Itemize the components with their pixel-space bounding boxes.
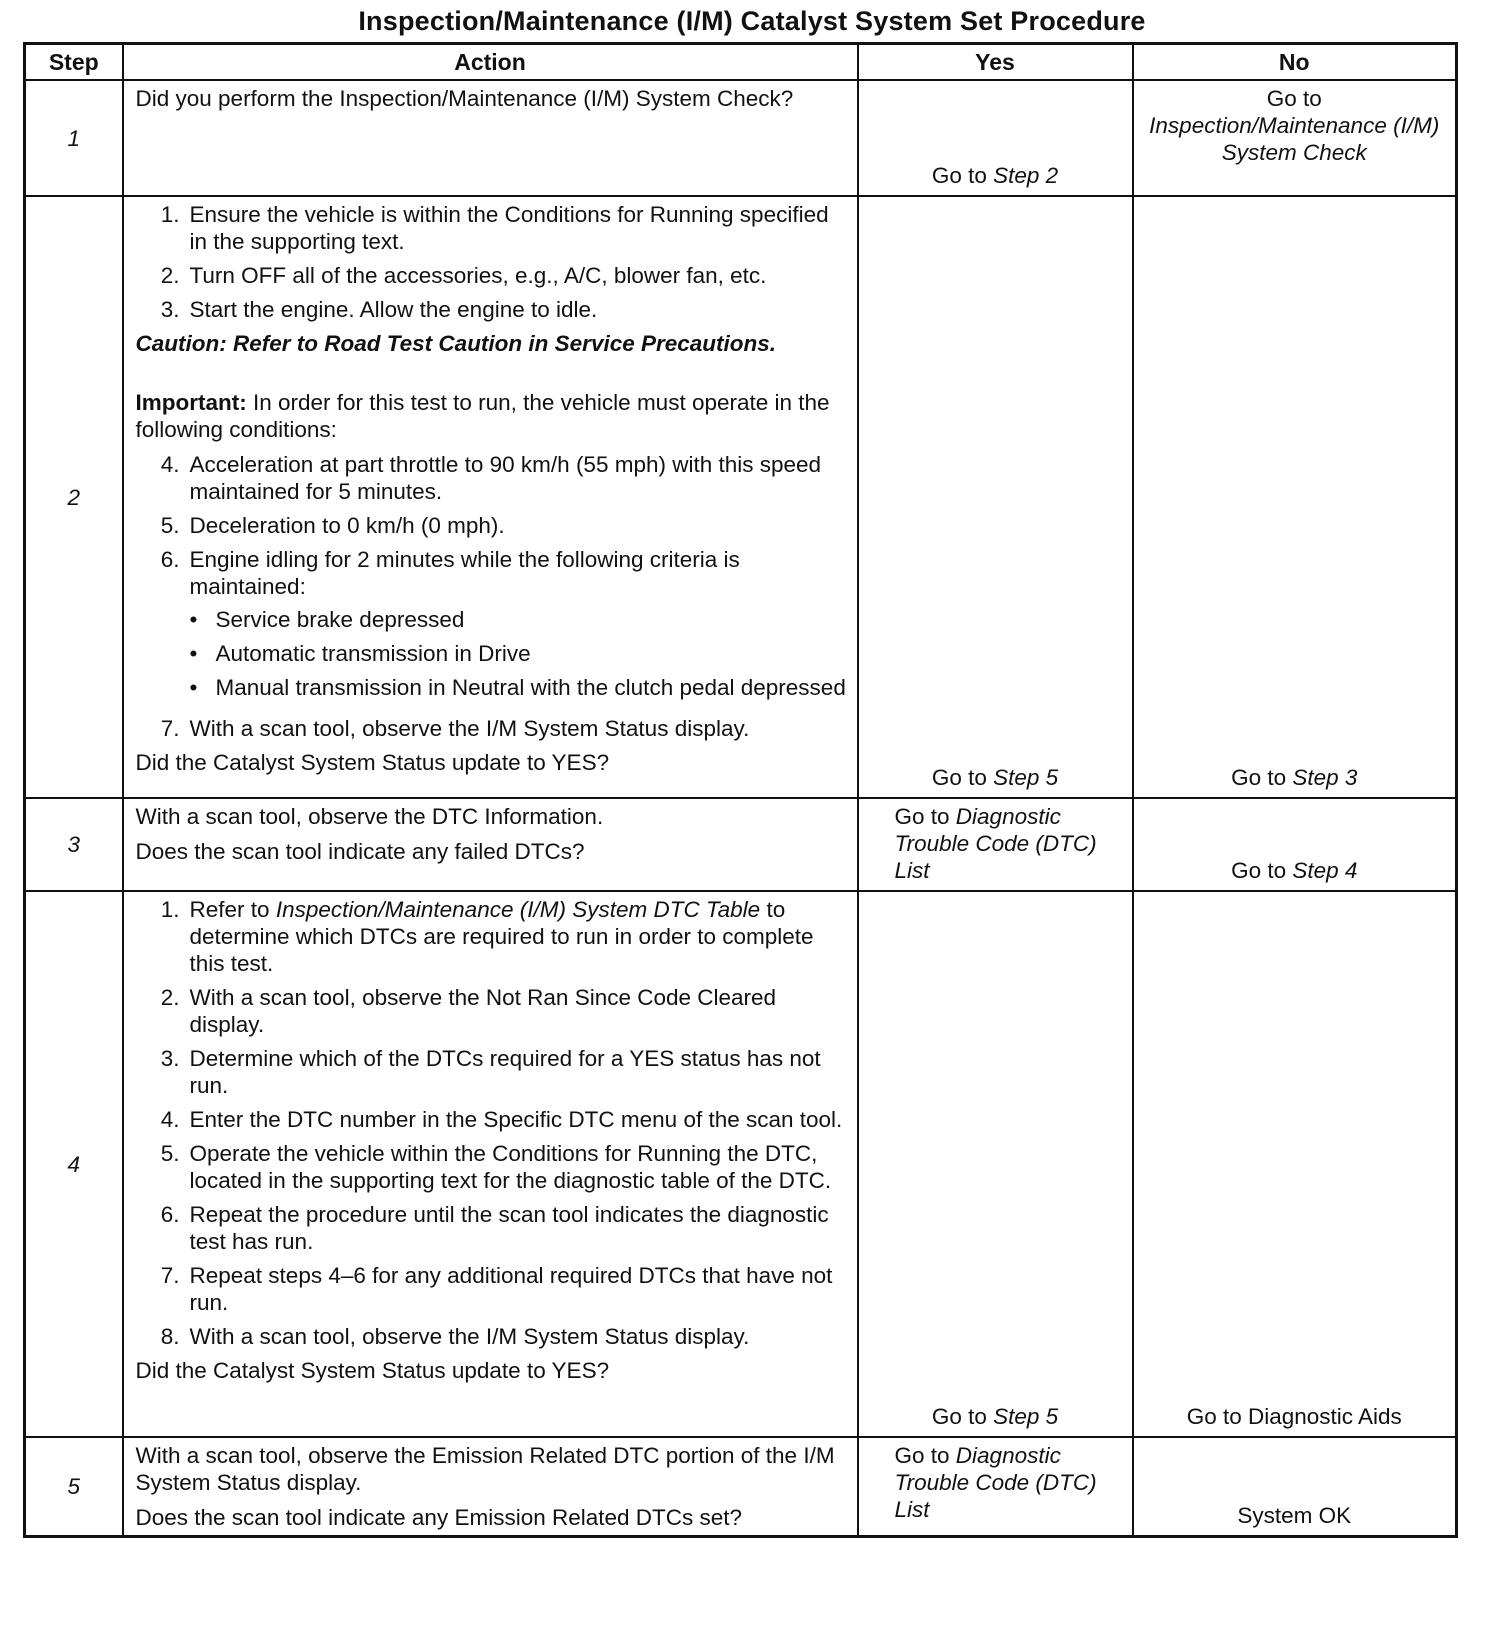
list-num: 1. (160, 897, 180, 922)
no-link[interactable]: Step 4 (1292, 858, 1358, 883)
step-number: 1 (25, 80, 123, 196)
list-text: Turn OFF all of the accessories, e.g., A/C, blower fan, etc. (189, 263, 767, 288)
header-step: Step (25, 44, 123, 81)
action-cell (123, 196, 858, 798)
caution-note: Caution: Refer to Road Test Caution in Service Precautions. (135, 331, 777, 356)
yes-cell[interactable] (858, 196, 1133, 798)
no-link[interactable]: Inspection/Maintenance (I/M) System Check (1149, 113, 1440, 165)
list-item (136, 512, 847, 539)
list-text: Ensure the vehicle is within the Conditions for Running specified in the supporting text. (189, 202, 829, 254)
action-cell (123, 1437, 858, 1537)
action-question: Does the scan tool indicate any Emission Related DTCs set? (135, 1505, 743, 1530)
yes-link[interactable]: Step 5 (993, 765, 1059, 790)
yes-prefix: Go to (931, 163, 987, 188)
yes-link[interactable]: Diagnostic Trouble Code (DTC) List (894, 1443, 1097, 1522)
list-text (190, 896, 847, 977)
procedure-table (23, 42, 1458, 1538)
list-text (190, 546, 847, 708)
no-cell[interactable] (1133, 891, 1457, 1437)
list-item (136, 1045, 847, 1099)
list-text-prefix: Refer to (189, 897, 270, 922)
no-cell (1133, 1437, 1457, 1537)
list-item (136, 262, 847, 289)
list-num: 4. (160, 452, 180, 477)
bullet-text: Automatic transmission in Drive (215, 641, 531, 666)
no-cell[interactable] (1133, 80, 1457, 196)
yes-link[interactable]: Step 5 (993, 1404, 1059, 1429)
action-question: Did you perform the Inspection/Maintenance (I/M) System Check? (135, 86, 794, 111)
table-row (25, 196, 1457, 798)
bullet-item (190, 674, 847, 701)
list-item (136, 896, 847, 977)
no-text[interactable]: Go to Diagnostic Aids (1186, 1404, 1402, 1429)
header-yes: Yes (858, 44, 1133, 81)
action-question: Does the scan tool indicate any failed DTCs? (135, 839, 585, 864)
yes-link[interactable]: Diagnostic Trouble Code (DTC) List (894, 804, 1097, 883)
list-num: 8. (160, 1324, 180, 1349)
yes-prefix: Go to (931, 1404, 987, 1429)
action-question: Did the Catalyst System Status update to YES? (135, 1358, 610, 1383)
step-number: 3 (25, 798, 123, 891)
action-cell (123, 891, 858, 1437)
list-item (136, 451, 847, 505)
list-text-main: Engine idling for 2 minutes while the following criteria is maintained: (189, 547, 740, 599)
list-item (136, 1140, 847, 1194)
yes-prefix: Go to (894, 804, 950, 829)
list-num: 1. (160, 202, 180, 227)
list-item (136, 296, 847, 323)
list-num: 6. (160, 547, 180, 572)
list-text: Repeat the procedure until the scan tool indicates the diagnostic test has run. (189, 1202, 829, 1254)
list-text: Deceleration to 0 km/h (0 mph). (189, 513, 505, 538)
important-note (136, 389, 847, 443)
important-text: In order for this test to run, the vehicle must operate in the following conditions: (135, 390, 830, 442)
bullet-text: Service brake depressed (215, 607, 465, 632)
bullet-icon: • (189, 641, 198, 666)
step-number: 2 (25, 196, 123, 798)
bullet-icon: • (189, 675, 198, 700)
list-item (136, 984, 847, 1038)
page-title: Inspection/Maintenance (I/M) Catalyst System Set Procedure (358, 6, 1146, 36)
list-item (136, 1201, 847, 1255)
yes-cell[interactable] (858, 80, 1133, 196)
yes-link[interactable]: Step 2 (993, 163, 1059, 188)
dtc-table-link[interactable]: Inspection/Maintenance (I/M) System DTC Table (275, 897, 761, 922)
table-row (25, 891, 1457, 1437)
list-text: Repeat steps 4–6 for any additional required DTCs that have not run. (189, 1263, 833, 1315)
list-num: 2. (160, 263, 180, 288)
list-item (136, 546, 847, 708)
bullet-item (190, 606, 847, 633)
bullet-list (190, 606, 847, 701)
list-num: 3. (160, 1046, 180, 1071)
table-row (25, 798, 1457, 891)
list-text: With a scan tool, observe the I/M System Status display. (189, 716, 750, 741)
step-list (136, 201, 847, 323)
important-label: Important: (135, 390, 247, 415)
bullet-item (190, 640, 847, 667)
list-num: 6. (160, 1202, 180, 1227)
table-row (25, 80, 1457, 196)
no-cell[interactable] (1133, 196, 1457, 798)
no-prefix: Go to (1266, 86, 1322, 111)
header-no: No (1133, 44, 1457, 81)
action-text: With a scan tool, observe the DTC Information. (135, 804, 604, 829)
no-link[interactable]: Step 3 (1292, 765, 1358, 790)
list-item (136, 1262, 847, 1316)
list-num: 7. (160, 716, 180, 741)
list-text: Operate the vehicle within the Conditions for Running the DTC, located in the supporting text for the diagnostic table of the DTC. (189, 1141, 832, 1193)
list-text: With a scan tool, observe the I/M System Status display. (189, 1324, 750, 1349)
action-cell (123, 80, 858, 196)
table-row (25, 1437, 1457, 1537)
list-item (136, 201, 847, 255)
step-number: 5 (25, 1437, 123, 1537)
bullet-text: Manual transmission in Neutral with the clutch pedal depressed (215, 675, 846, 700)
action-cell (123, 798, 858, 891)
list-item (136, 1323, 847, 1350)
header-row (25, 44, 1457, 81)
list-text: Acceleration at part throttle to 90 km/h (55 mph) with this speed maintained for 5 minutes. (189, 452, 822, 504)
list-num: 4. (160, 1107, 180, 1132)
action-text: With a scan tool, observe the Emission Related DTC portion of the I/M System Status display. (135, 1443, 835, 1495)
list-num: 7. (160, 1263, 180, 1288)
yes-prefix: Go to (931, 765, 987, 790)
no-text: System OK (1237, 1503, 1352, 1528)
list-text: With a scan tool, observe the Not Ran Since Code Cleared display. (189, 985, 777, 1037)
bullet-icon: • (189, 607, 198, 632)
list-num: 5. (160, 513, 180, 538)
yes-cell[interactable] (858, 891, 1133, 1437)
list-item (136, 715, 847, 742)
list-text: Start the engine. Allow the engine to idle. (189, 297, 598, 322)
yes-prefix: Go to (894, 1443, 950, 1468)
list-num: 2. (160, 985, 180, 1010)
no-prefix: Go to (1231, 765, 1287, 790)
list-num: 5. (160, 1141, 180, 1166)
list-text-suffix: to determine which DTCs are required to run in order to complete this test. (189, 897, 814, 976)
list-item (136, 1106, 847, 1133)
no-cell[interactable] (1133, 798, 1457, 891)
list-num: 3. (160, 297, 180, 322)
step-number: 4 (25, 891, 123, 1437)
no-prefix: Go to (1231, 858, 1287, 883)
step-list (136, 896, 847, 1350)
list-text: Enter the DTC number in the Specific DTC menu of the scan tool. (189, 1107, 843, 1132)
action-question: Did the Catalyst System Status update to YES? (135, 750, 610, 775)
yes-cell[interactable] (858, 798, 1133, 891)
yes-cell[interactable] (858, 1437, 1133, 1537)
header-action: Action (123, 44, 858, 81)
step-list (136, 451, 847, 742)
list-text: Determine which of the DTCs required for a YES status has not run. (189, 1046, 821, 1098)
